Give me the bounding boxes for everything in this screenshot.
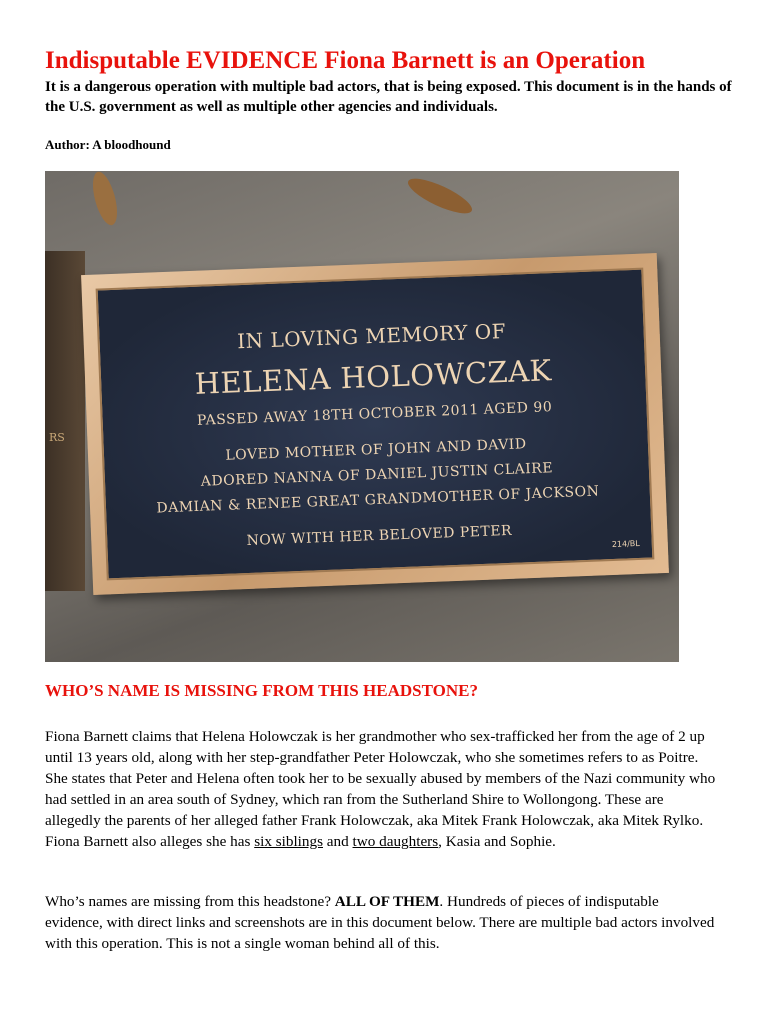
paragraph-text: . Hundreds of pieces of indisputable evidence, with direct links and screenshots are in this document below. There are multiple bad actors involved with this operation. This is not a single woman behind all of this.: [45, 893, 715, 952]
paragraph-text: and: [323, 833, 353, 850]
body-paragraph: [45, 891, 720, 954]
plaque-face: [96, 268, 655, 581]
adjacent-plaque-text: RS: [49, 431, 65, 444]
plaque-line: IN LOVING MEMORY OF: [236, 318, 507, 354]
paragraph-text: Fiona Barnett claims that Helena Holowczak is her grandmother who sex-trafficked her from the age of 2 up until 13 years old, along with her step-grandfather Peter Holowczak, who she sometimes refers to as Poitre. She states that Peter and Helena often took her to be sexually abused by members of the Nazi community who had settled in an area south of Sydney, which ran from the Sutherland Shire to Wollongong. These are allegedly the parents of her alleged father Frank Holowczak, aka Mitek Frank Holowczak, aka Mitek Rylko. Fiona Barnett also alleges she has: [45, 728, 716, 850]
leaf-shape: [88, 171, 122, 228]
adjacent-plaque-edge: [45, 251, 85, 591]
paragraph-text: Who’s names are missing from this headstone?: [45, 893, 335, 910]
plaque-line: NOW WITH HER BELOVED PETER: [246, 522, 513, 550]
plaque-line: DAMIAN & RENEE GREAT GRANDMOTHER OF JACKSON: [156, 483, 600, 517]
intro-text: It is a dangerous operation with multiple bad actors, that is being exposed. This document is in the hands of the U.S. government as well as multiple other agencies and individuals.: [45, 79, 732, 115]
document-title: Indisputable EVIDENCE Fiona Barnett is an Operation: [45, 47, 646, 74]
body-paragraph: [45, 726, 720, 852]
memorial-plaque: [81, 253, 669, 595]
plaque-line: LOVED MOTHER OF JOHN AND DAVID: [225, 436, 527, 464]
plaque-line: ADORED NANNA OF DANIEL JUSTIN CLAIRE: [200, 460, 554, 490]
plaque-name: HELENA HOLOWCZAK: [194, 353, 553, 401]
headstone-photo: [45, 171, 679, 662]
leaf-shape: [404, 172, 476, 220]
section-heading: WHO’S NAME IS MISSING FROM THIS HEADSTONE?: [45, 681, 478, 700]
plaque-line: PASSED AWAY 18TH OCTOBER 2011 AGED 90: [196, 399, 553, 429]
two-daughters-link[interactable]: two daughters: [352, 833, 439, 850]
paragraph-text: , Kasia and Sophie.: [438, 833, 556, 850]
emphasis-text: ALL OF THEM: [334, 893, 440, 910]
plaque-code: 214/BL: [611, 538, 640, 549]
author-line: Author: A bloodhound: [45, 137, 171, 152]
six-siblings-link[interactable]: six siblings: [254, 833, 323, 850]
